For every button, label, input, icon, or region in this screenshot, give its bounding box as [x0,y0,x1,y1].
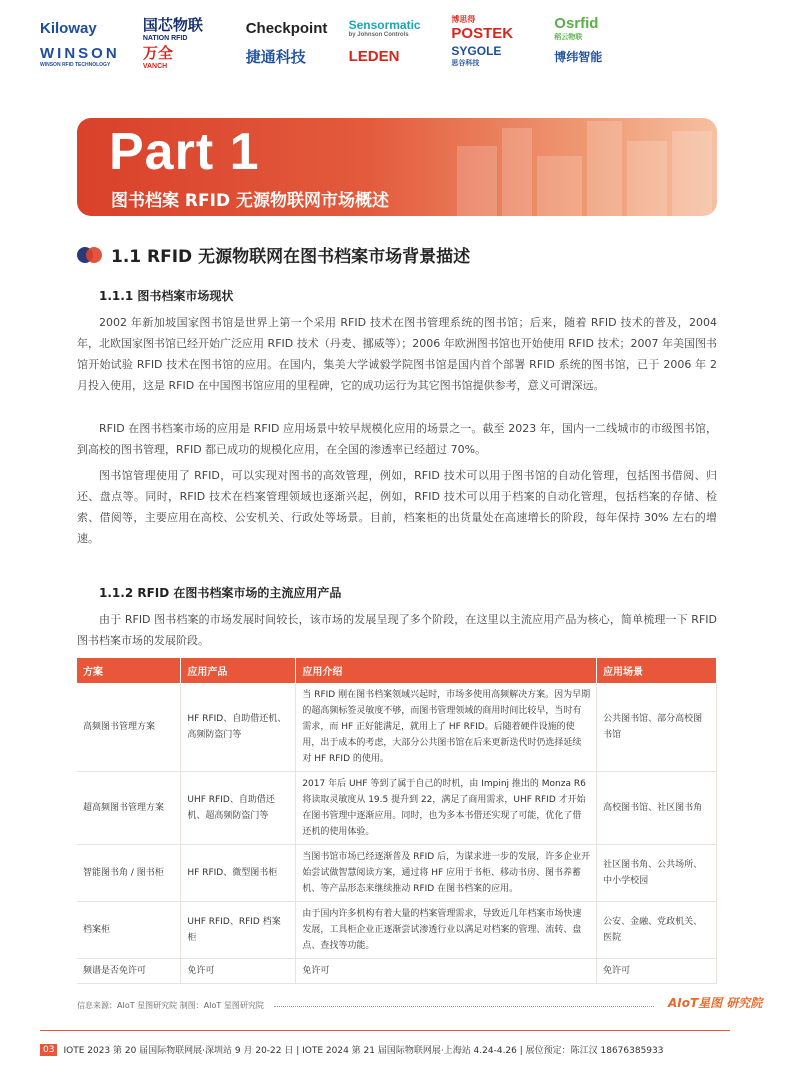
table-cell: UHF RFID、RFID 档案柜 [181,902,296,959]
table-row [77,683,717,772]
table-row [77,845,717,902]
page-number: 03 [40,1044,57,1056]
table-cell: 公安、金融、党政机关、医院 [597,902,717,959]
table-header: 应用介绍 [296,658,597,683]
logo-vanch: 万全 VANCH [142,45,173,70]
table-cell: UHF RFID、自助借还机、超高频防盗门等 [181,772,296,845]
logo-sensormatic: Sensormatic by Johnson Controls [348,18,421,38]
table-cell: 高校图书馆、社区图书角 [597,772,717,845]
subsection-title-2: 1.1.2 RFID 在图书档案市场的主流应用产品 [99,586,342,600]
logo-postek: 博思得 POSTEK [451,15,514,42]
footer-text: IOTE 2023 第 20 届国际物联网展·深圳站 9 月 20-22 日 | IOTE 2024 第 21 届国际物联网展·上海站 4.24-4.26 | 展位预定：陈江汉 18676385933 [63,1046,664,1056]
table-header: 应用产品 [181,658,296,683]
logo-jietong: 捷通科技 [245,48,306,66]
table-header: 方案 [77,658,181,683]
table-cell: 2017 年后 UHF 等到了属于自己的时机，由 Impinj 推出的 Monza R6 将读取灵敏度从 19.5 提升到 22，满足了商用需求，UHF RFID 才开始在图书管理中逐渐应用。同时，也为多本书借还实现了可能，优化了借还机的使用体验。 [296,772,597,845]
table-cell: 免许可 [597,959,717,984]
table-cell: 档案柜 [77,902,181,959]
table-cell: 社区图书角、公共场所、中小学校园 [597,845,717,902]
logo-osrfid: Osrfid 稻云物联 [554,14,599,41]
source-note: 信息来源：AIoT 星图研究院 制图：AIoT 星图研究院 [77,1001,264,1010]
paragraph: 2002 年新加坡国家图书馆是世界上第一个采用 RFID 技术在图书管理系统的图书馆；后来，随着 RFID 技术的普及，2004 年，北欧国家图书馆已经开始广泛应用 RFID 技术（丹麦、挪威等）；2006 年欧洲图书馆也开始使用 RFID 技术；2007 年美国图书馆开始试验 RFID 技术在图书馆的应用。在国内，集美大学诚毅学院图书馆是国内首个部署 RFID 系统的图书馆，已于 2006 年 2 月投入使用，这是 RFID 在中国图书馆应用的里程碑，它的成功运行为其它图书馆提供参考，意义可谓深远。 [77,316,717,392]
table-header: 应用场景 [597,658,717,683]
table-row [77,902,717,959]
logo-sygole: SYGOLE 思谷科技 [451,44,502,67]
banner-title: Part 1 [109,123,260,181]
table-row [77,959,717,984]
section-heading [77,242,470,267]
paragraph: 图书馆管理使用了 RFID，可以实现对图书的高效管理，例如，RFID 技术可以用于图书馆的自动化管理，包括图书借阅、归还、盘点等。同时，RFID 技术在档案管理领域也逐渐兴起，例如，RFID 技术可以用于档案的自动化管理，包括档案的存储、检索、借阅等，主要应用在高校、公安机关、行政处等场景。目前，档案柜的出货量处在高速增长的阶段，每年保持 30% 左右的增速。 [77,469,717,545]
table-cell: HF RFID、自助借还机、高频防盗门等 [181,683,296,772]
logo-bowei: 博纬智能 [554,49,603,64]
logo-kiloway: Kiloway [40,19,97,37]
table-cell: 超高频图书管理方案 [77,772,181,845]
banner-subtitle: 图书档案 RFID 无源物联网市场概述 [111,191,389,211]
table-header-row [77,658,717,683]
logo-nation-rfid: 国芯物联 NATION RFID [142,17,203,42]
table-cell: 由于国内许多机构有着大量的档案管理需求，导致近几年档案市场快速发展，工具柜企业正逐渐尝试渗透行业以满足对档案的管理、流转、盘点、查找等功能。 [296,902,597,959]
part-banner [77,118,717,216]
table-row [77,772,717,845]
section-dots-icon [77,245,103,265]
table-cell: 当 RFID 刚在图书档案领域兴起时，市场多使用高频解决方案。因为早期的超高频标签灵敏度不够，而图书管理领域的商用时间比较早，当时有需求，而 HF 正好能满足，就用上了 HF RFID。后随着硬件设施的使用，出于成本的考虑，大部分公共图书馆在后来更新迭代时仍选择延续对 HF RFID 的使用。 [296,683,597,772]
note-divider [274,1006,654,1007]
table-cell: 当图书馆市场已经逐渐普及 RFID 后，为谋求进一步的发展，许多企业开始尝试做智慧阅读方案，通过将 HF 应用于书柜、移动书房、图书养蓄机、等产品形态来继续推动 RFID 在图书档案的应用。 [296,845,597,902]
logo-winson: WINSON WINSON RFID TECHNOLOGY [40,44,120,68]
paragraph: 由于 RFID 图书档案的市场发展时间较长，该市场的发展呈现了多个阶段，在这里以主流应用产品为核心，简单梳理一下 RFID 图书档案市场的发展阶段。 [77,613,717,647]
logo-leden: LEDEN [348,47,400,65]
sponsor-logos [40,14,760,70]
table-cell: 高频图书管理方案 [77,683,181,772]
section-title: 1.1 RFID 无源物联网在图书档案市场背景描述 [111,247,471,267]
table-cell: HF RFID、微型图书柜 [181,845,296,902]
table-cell: 免许可 [296,959,597,984]
table-cell: 免许可 [181,959,296,984]
table-cell: 智能图书角 / 图书柜 [77,845,181,902]
table-cell: 公共图书馆、部分高校图书馆 [597,683,717,772]
paragraph: RFID 在图书档案市场的应用是 RFID 应用场景中较早规模化应用的场景之一。截至 2023 年，国内一二线城市的市级图书馆，到高校的图书管理，RFID 都已成功的规模化应用，在全国的渗透率已经超过 70%。 [77,422,717,456]
brand-logo: AIoT星图 研究院 [668,996,763,1010]
page-footer [40,1043,663,1056]
table-cell: 频谱是否免许可 [77,959,181,984]
logo-checkpoint: Checkpoint [245,19,328,37]
product-table [77,658,717,984]
footer-divider [40,1030,730,1031]
subsection-title-1: 1.1.1 图书档案市场现状 [99,289,234,303]
